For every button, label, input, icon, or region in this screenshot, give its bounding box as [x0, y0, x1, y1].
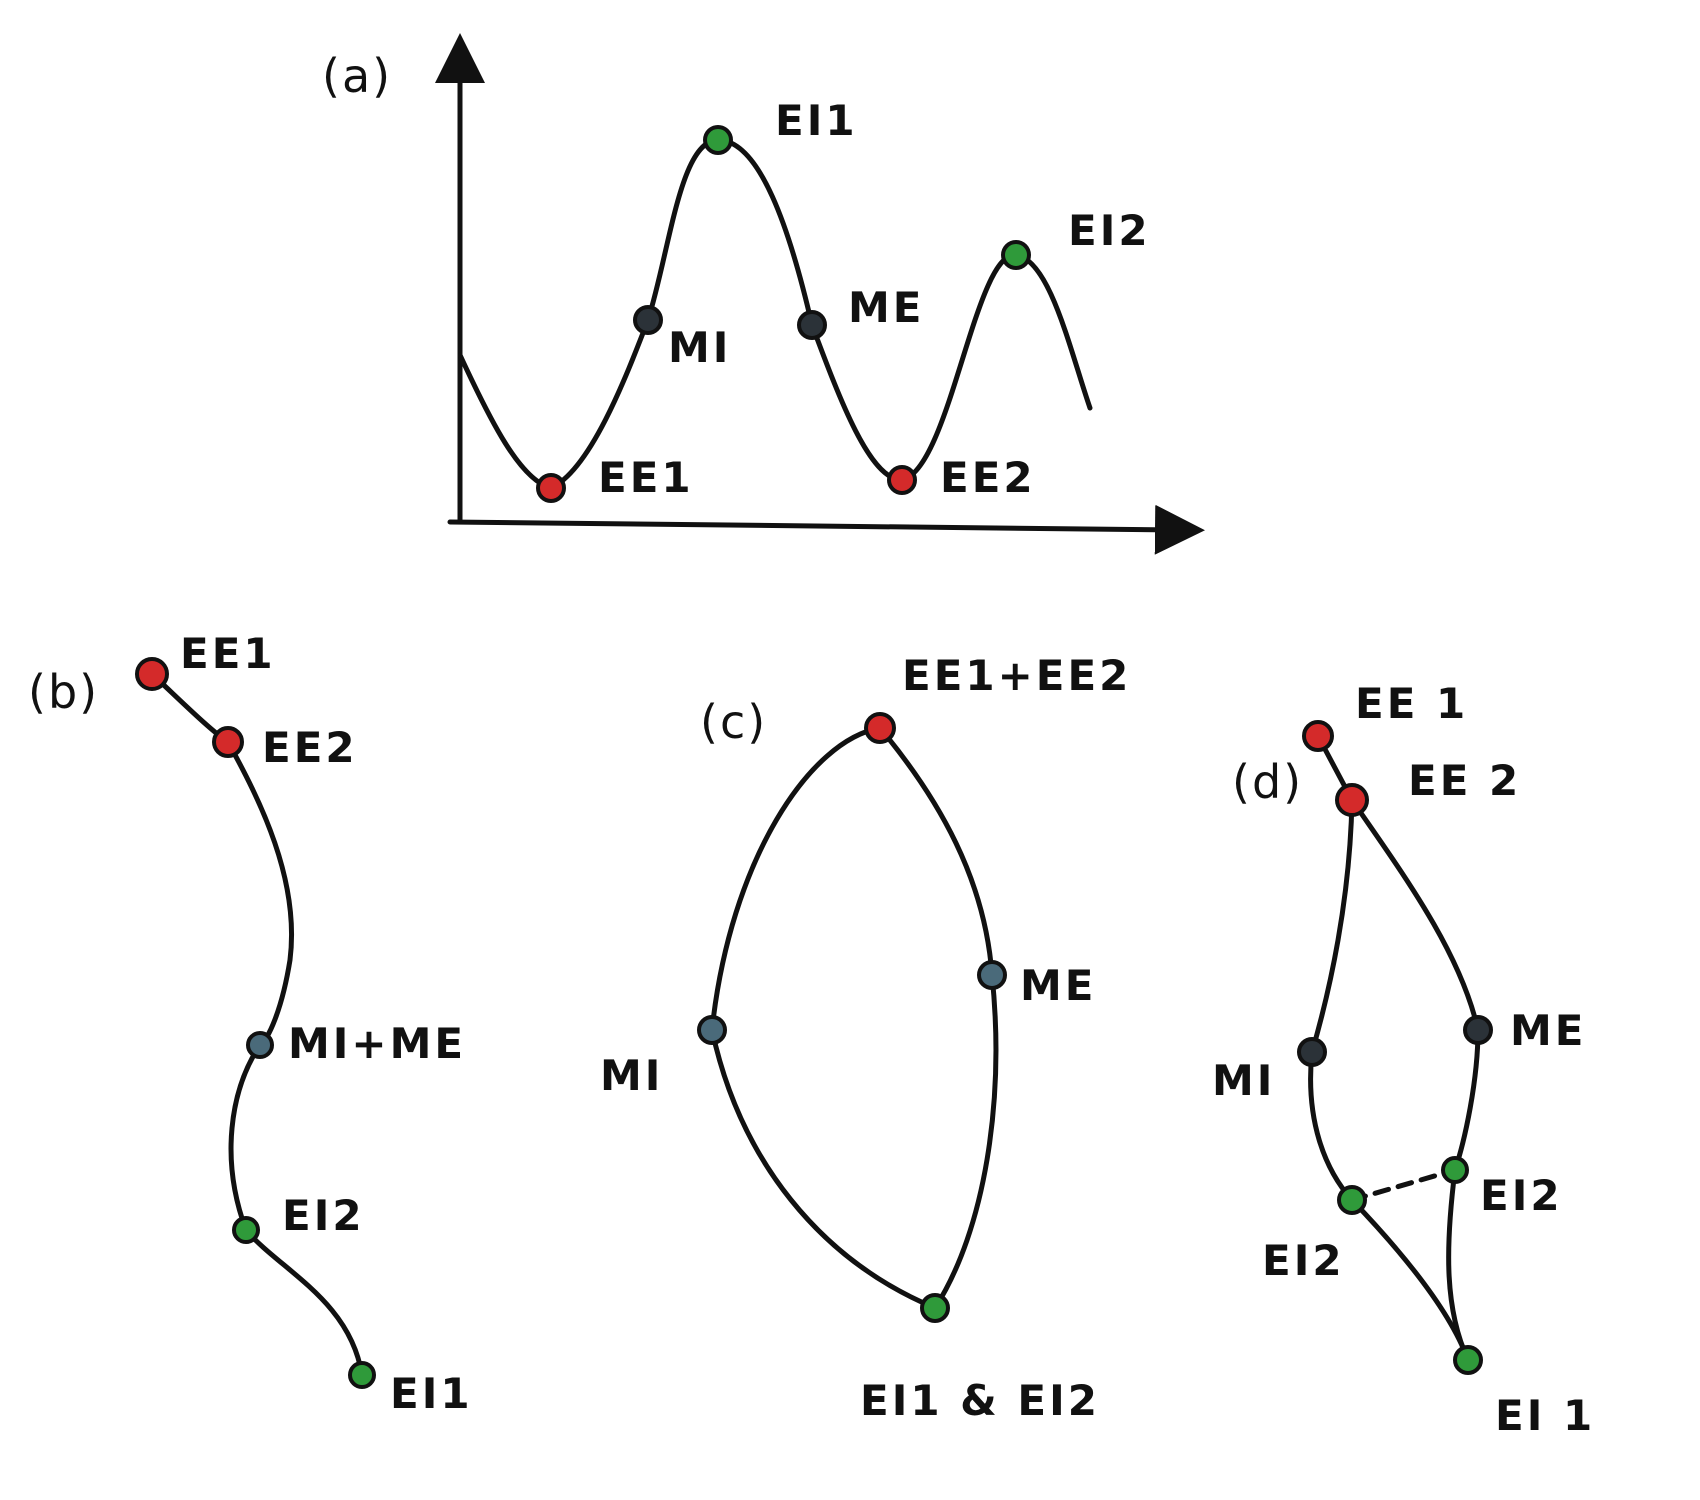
- node-ee2: [889, 467, 915, 493]
- label-c-ee1-ee2: EE1+EE2: [902, 651, 1132, 700]
- panel-a-tag: (a): [322, 49, 393, 103]
- node-b-ee2: [214, 728, 242, 756]
- node-d-ei2-left: [1339, 1187, 1365, 1213]
- label-d-ee1: EE 1: [1355, 679, 1469, 728]
- node-d-ei1: [1455, 1347, 1481, 1373]
- node-ee1: [538, 475, 564, 501]
- panel-d: [1212, 679, 1595, 1440]
- label-b-ee2: EE2: [262, 723, 358, 772]
- panel-c: [600, 651, 1131, 1425]
- node-d-me: [1465, 1017, 1491, 1043]
- node-d-ee2: [1337, 785, 1367, 815]
- label-ee2: EE2: [940, 453, 1036, 502]
- node-c-ee1-ee2: [866, 714, 894, 742]
- path-d-me-ei2r: [1455, 1030, 1478, 1170]
- node-b-ei1: [350, 1363, 374, 1387]
- label-b-ei2: EI2: [282, 1191, 365, 1240]
- node-d-ee1: [1304, 722, 1332, 750]
- node-b-ee1: [137, 659, 167, 689]
- node-b-mi-me: [248, 1033, 272, 1057]
- node-ei2: [1003, 242, 1029, 268]
- label-d-ei2-right: EI2: [1480, 1171, 1563, 1220]
- path-d-ee2-mi: [1312, 800, 1352, 1052]
- label-c-me: ME: [1020, 961, 1097, 1010]
- label-ei1: EI1: [775, 96, 858, 145]
- label-d-ei1: EI 1: [1495, 1391, 1596, 1440]
- panel-b: [28, 629, 473, 1418]
- node-b-ei2: [234, 1218, 258, 1242]
- label-d-me: ME: [1510, 1006, 1587, 1055]
- panel-d-tag: (d): [1232, 755, 1304, 809]
- node-c-mi: [699, 1017, 725, 1043]
- node-c-ei1-ei2: [922, 1295, 948, 1321]
- label-b-ei1: EI1: [390, 1369, 473, 1418]
- path-c-right: [880, 728, 996, 1308]
- label-c-ei1-ei2: EI1 & EI2: [860, 1376, 1100, 1425]
- node-me: [799, 312, 825, 338]
- node-ei1: [705, 127, 731, 153]
- path-d-ee2-me: [1352, 800, 1478, 1030]
- path-d-ei2-dashed: [1352, 1170, 1455, 1200]
- node-d-mi: [1299, 1039, 1325, 1065]
- path-d-mi-ei2l: [1311, 1052, 1352, 1200]
- node-d-ei2-right: [1443, 1158, 1467, 1182]
- label-d-ee2: EE 2: [1408, 756, 1522, 805]
- panel-a: [322, 49, 1180, 530]
- label-c-mi: MI: [600, 1051, 664, 1100]
- node-c-me: [979, 962, 1005, 988]
- path-c-left: [712, 728, 935, 1308]
- label-b-mi-me: MI+ME: [288, 1019, 467, 1068]
- panel-b-tag: (b): [28, 665, 100, 719]
- label-b-ee1: EE1: [180, 629, 276, 678]
- label-d-mi: MI: [1212, 1056, 1276, 1105]
- label-d-ei2-left: EI2: [1262, 1236, 1345, 1285]
- label-ei2: EI2: [1068, 206, 1151, 255]
- label-mi: MI: [668, 323, 732, 372]
- path-d-ei2r-ei1: [1449, 1170, 1468, 1360]
- label-ee1: EE1: [598, 453, 694, 502]
- panel-c-tag: (c): [700, 695, 768, 749]
- node-mi: [635, 307, 661, 333]
- x-axis: [450, 522, 1180, 530]
- energy-curve: [460, 140, 1090, 488]
- label-me: ME: [848, 283, 925, 332]
